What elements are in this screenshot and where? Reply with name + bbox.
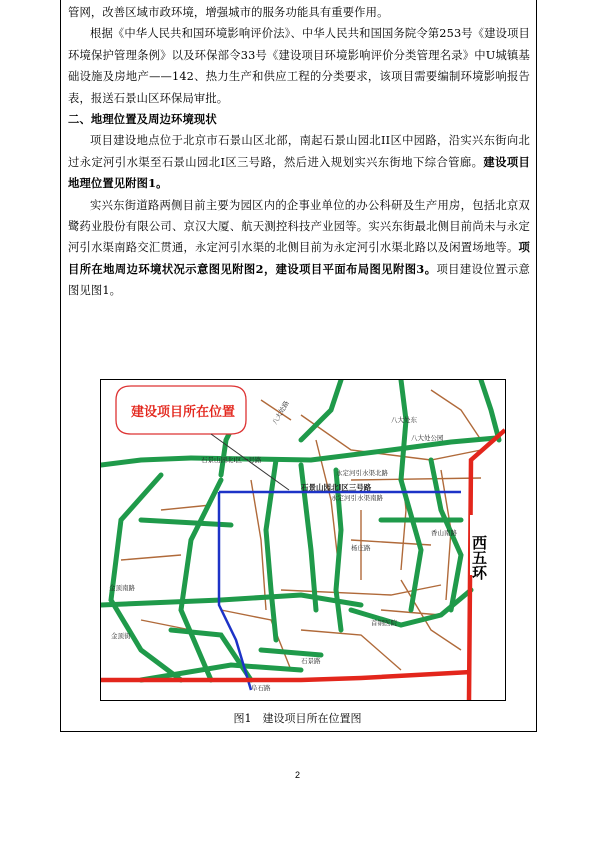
label-yongding-south: 永定河引水渠南路	[331, 494, 383, 502]
label-yongding-north: 永定河引水渠北路	[336, 469, 388, 477]
label-jiangshui: 金顶街	[111, 632, 131, 640]
paragraph-regulation: 根据《中华人民共和国环境影响评价法》、中华人民共和国国务院令第253号《建设项目环境保护管理条例》以及环保部令33号《建设项目环境影响评价分类管理名录》中U城镇基础设施及房地产——142、热力生产和供应工程的分类要求，该项目需要编制环境影响报告表，报送石景山区环保局审批。	[68, 27, 530, 105]
paragraph-location	[68, 130, 530, 194]
location-map	[100, 379, 506, 701]
label-yuan-bei-1: 石景山园北I区一号路	[201, 456, 262, 464]
surroundings-figure-ref: 项目所在地周边环境状况示意图见附图2，建设项目平面布局图见附图3。	[68, 240, 530, 276]
label-yangzhuang: 杨庄路	[351, 544, 371, 552]
figure-caption: 图1 建设项目所在位置图	[233, 712, 362, 725]
ring-road-label: 西五环	[470, 535, 488, 580]
surroundings-text: 实兴东街道路两侧目前主要为园区内的企事业单位的办公科研及生产用房，包括北京双鹭药业股份有限公司、京汉大厦、航天测控科技产业园等。实兴东街最北侧目前尚未与永定河引水渠南路交汇贯通，永定河引水渠的北侧目前为永定河引水渠北路以及闲置场地等。	[68, 198, 530, 255]
label-badachu-park: 八大处公园	[411, 434, 444, 442]
location-figure-ref: 建设项目地理位置见附图1。	[68, 154, 530, 191]
label-shijingshan-road: 石景路	[301, 657, 321, 665]
label-shougang-hospital: 首钢医院	[371, 619, 397, 627]
map-callout: 建设项目所在位置	[131, 405, 236, 420]
section-heading: 二、地理位置及周边环境现状	[68, 112, 217, 127]
figure1-ref: 项目建设位置示意图见图1。	[68, 262, 531, 298]
label-bajiao-road: 八大处路	[270, 399, 291, 426]
label-yuan-bei-3: 石景山园北I区三号路	[301, 483, 372, 492]
body-text	[68, 2, 530, 302]
map-svg	[101, 380, 505, 700]
label-xiangshan-south: 香山南路	[431, 529, 457, 537]
page-number: 2	[294, 770, 300, 780]
location-text: 项目建设地点位于北京市石景山区北部，南起石景山园北II区中园路，沿实兴东街向北过永定河引水渠至石景山园北I区三号路，然后进入规划实兴东街地下综合管廊。	[68, 134, 530, 169]
label-bajiao-east: 八大处东	[391, 416, 417, 424]
label-fushi-road: 阜石路	[251, 684, 271, 692]
paragraph-continued: 管网，改善区域市政环境，增强城市的服务功能具有重要作用。	[68, 6, 389, 19]
label-jinding: 金顶南路	[109, 584, 135, 592]
paragraph-surroundings	[68, 195, 530, 302]
